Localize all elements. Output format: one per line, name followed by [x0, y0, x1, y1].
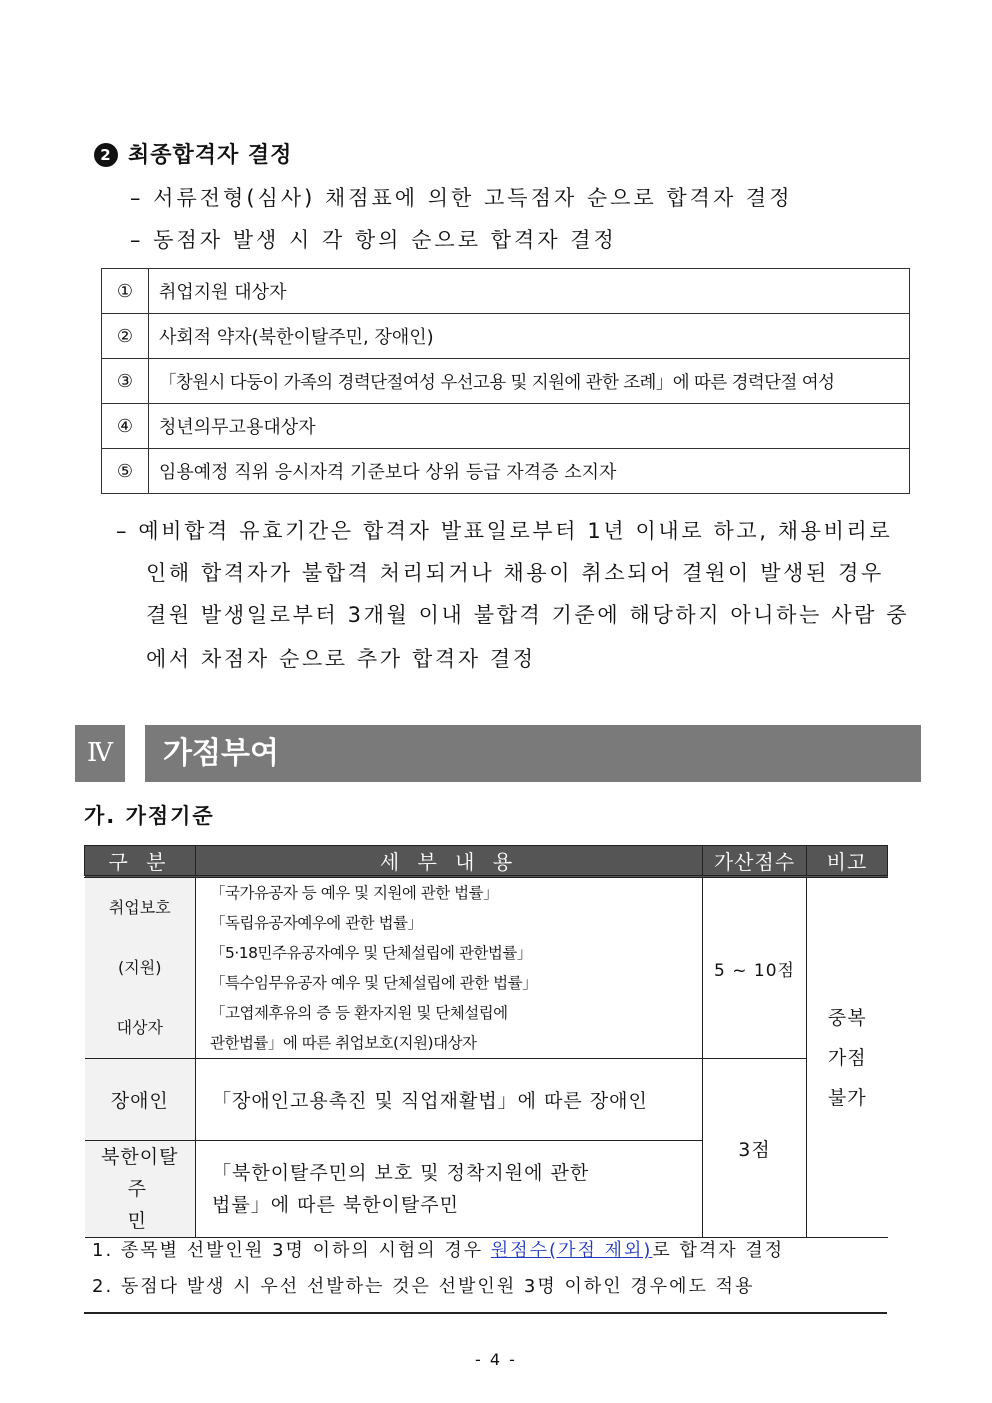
detail-line: 법률」에 따른 북한이탈주민 — [212, 1194, 459, 1216]
page-number: - 4 - — [475, 1350, 517, 1369]
note-text: 1. 종목별 선발인원 3명 이하의 시험의 경우 — [92, 1240, 491, 1261]
priority-number: ④ — [102, 404, 149, 449]
table-row — [102, 359, 910, 404]
priority-text: 「창원시 다둥이 가족의 경력단절여성 우선고용 및 지원에 관한 조례」에 따른 경력단절 여성 — [149, 359, 910, 404]
table-header-row — [85, 846, 888, 877]
category-line: 취업보호 — [108, 898, 171, 917]
priority-text: 취업지원 대상자 — [149, 269, 910, 314]
priority-number: ⑤ — [102, 449, 149, 494]
priority-text: 사회적 약자(북한이탈주민, 장애인) — [149, 314, 910, 359]
section-title: 가점부여 — [145, 725, 921, 782]
category-cell — [85, 877, 196, 1059]
category-line: 대상자 — [116, 1018, 163, 1037]
header-category: 구 분 — [85, 846, 196, 877]
bonus-criteria-table — [84, 845, 888, 1238]
detail-line: 「독립유공자예우에 관한 법률」 — [210, 914, 423, 932]
subsection-title: 가. 가점기준 — [84, 804, 215, 828]
priority-text: 청년의무고용대상자 — [149, 404, 910, 449]
priority-number: ③ — [102, 359, 149, 404]
details-cell: 「장애인고용촉진 및 직업재활법」에 따른 장애인 — [196, 1059, 703, 1141]
divider — [84, 1312, 887, 1314]
original-score-link[interactable]: 원점수(가점 제외) — [490, 1240, 653, 1261]
category-line: (지원) — [118, 958, 162, 977]
reserve-paragraph-line: 결원 발생일로부터 3개월 이내 불합격 기준에 해당하지 아니하는 사람 중 — [146, 603, 910, 627]
priority-number: ① — [102, 269, 149, 314]
reserve-paragraph-line: 인해 합격자가 불합격 처리되거나 채용이 취소되어 결원이 발생된 경우 — [146, 561, 884, 585]
remark-line: 가점 — [827, 1046, 867, 1069]
score-cell: 5 ~ 10점 — [703, 877, 807, 1059]
category-cell: 장애인 — [85, 1059, 196, 1141]
detail-line: 「국가유공자 등 예우 및 지원에 관한 법률」 — [210, 884, 499, 902]
priority-table — [101, 268, 910, 494]
category-line: 주 민 — [127, 1178, 176, 1232]
table-row — [102, 269, 910, 314]
detail-line: 「5·18민주유공자예우 및 단체설립에 관한법률」 — [210, 944, 532, 962]
remark-line: 불가 — [827, 1086, 867, 1109]
reserve-paragraph-line: 에서 차점자 순으로 추가 합격자 결정 — [146, 647, 536, 671]
header-score: 가산점수 — [703, 846, 807, 877]
final-selection-title: 최종합격자 결정 — [128, 143, 293, 168]
table-row — [85, 1059, 888, 1141]
category-cell — [85, 1141, 196, 1238]
reserve-paragraph-line: – 예비합격 유효기간은 합격자 발표일로부터 1년 이내로 하고, 채용비리로 — [116, 519, 893, 543]
detail-line: 관한법률」에 따른 취업보호(지원)대상자 — [210, 1034, 477, 1052]
score-cell: 3점 — [703, 1059, 807, 1238]
table-row — [102, 314, 910, 359]
table-row — [85, 877, 888, 1059]
detail-line: 「북한이탈주민의 보호 및 정착지원에 관한 — [212, 1162, 590, 1184]
final-selection-heading — [94, 138, 292, 169]
note-text: 로 합격자 결정 — [652, 1240, 785, 1261]
remark-cell — [807, 877, 888, 1238]
details-cell — [196, 877, 703, 1059]
header-details: 세 부 내 용 — [196, 846, 703, 877]
section-roman-numeral: Ⅳ — [75, 725, 125, 782]
detail-line: 「고엽제후유의 증 등 환자지원 및 단체설립에 — [210, 1004, 508, 1022]
remark-line: 중복 — [827, 1006, 867, 1029]
header-remark: 비고 — [807, 846, 888, 877]
priority-number: ② — [102, 314, 149, 359]
note-1 — [92, 1236, 784, 1262]
table-row — [102, 449, 910, 494]
detail-line: 「특수임무유공자 예우 및 단체설립에 관한 법률」 — [210, 974, 538, 992]
note-2: 2. 동점다 발생 시 우선 선발하는 것은 선발인원 3명 이하인 경우에도 적용 — [92, 1276, 755, 1297]
category-line: 북한이탈 — [101, 1146, 179, 1168]
table-row — [102, 404, 910, 449]
circled-number-badge: 2 — [94, 143, 118, 167]
bullet-item: – 서류전형(심사) 채점표에 의한 고득점자 순으로 합격자 결정 — [130, 186, 793, 210]
priority-text: 임용예정 직위 응시자격 기준보다 상위 등급 자격증 소지자 — [149, 449, 910, 494]
section-banner — [75, 725, 921, 782]
bullet-item: – 동점자 발생 시 각 항의 순으로 합격자 결정 — [130, 228, 617, 252]
details-cell — [196, 1141, 703, 1238]
